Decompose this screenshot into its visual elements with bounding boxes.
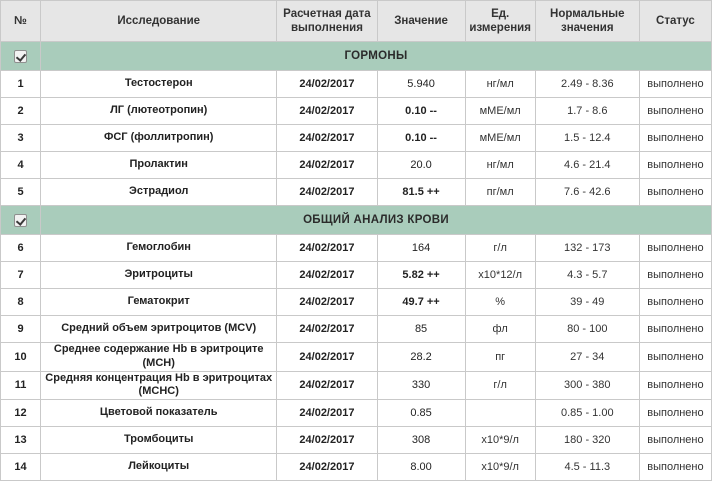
table-body (1, 42, 712, 481)
table-row[interactable] (1, 262, 712, 289)
row-unit: пг/мл (465, 179, 535, 206)
row-number: 4 (1, 152, 41, 179)
row-number: 9 (1, 316, 41, 343)
row-value: 81.5 ++ (377, 179, 465, 206)
table-header (1, 1, 712, 42)
table-row[interactable] (1, 235, 712, 262)
row-status: выполнено (639, 125, 711, 152)
row-unit: х10*9/л (465, 427, 535, 454)
row-status: выполнено (639, 98, 711, 125)
row-value: 5.82 ++ (377, 262, 465, 289)
row-number: 8 (1, 289, 41, 316)
row-status: выполнено (639, 343, 711, 372)
table-row[interactable] (1, 316, 712, 343)
row-number: 6 (1, 235, 41, 262)
row-date: 24/02/2017 (277, 262, 377, 289)
row-normal-range: 132 - 173 (535, 235, 639, 262)
row-normal-range: 27 - 34 (535, 343, 639, 372)
row-unit: нг/мл (465, 71, 535, 98)
row-normal-range: 300 - 380 (535, 371, 639, 400)
group-title: ГОРМОНЫ (41, 42, 712, 71)
table-row[interactable] (1, 289, 712, 316)
row-normal-range: 1.7 - 8.6 (535, 98, 639, 125)
row-status: выполнено (639, 400, 711, 427)
row-unit: г/л (465, 235, 535, 262)
row-value: 164 (377, 235, 465, 262)
group-title: ОБЩИЙ АНАЛИЗ КРОВИ (41, 206, 712, 235)
row-status: выполнено (639, 262, 711, 289)
row-normal-range: 1.5 - 12.4 (535, 125, 639, 152)
table-row[interactable] (1, 400, 712, 427)
row-study-name: Тромбоциты (41, 427, 277, 454)
row-normal-range: 4.5 - 11.3 (535, 454, 639, 481)
row-number: 13 (1, 427, 41, 454)
row-study-name: Тестостерон (41, 71, 277, 98)
row-value: 85 (377, 316, 465, 343)
row-study-name: Цветовой показатель (41, 400, 277, 427)
row-normal-range: 180 - 320 (535, 427, 639, 454)
row-study-name: Среднее содержание Hb в эритроците (MCH) (41, 343, 277, 372)
row-value: 28.2 (377, 343, 465, 372)
row-date: 24/02/2017 (277, 71, 377, 98)
group-row (1, 206, 712, 235)
table-row[interactable] (1, 454, 712, 481)
row-value: 0.10 -- (377, 98, 465, 125)
row-unit: х10*9/л (465, 454, 535, 481)
row-status: выполнено (639, 316, 711, 343)
row-study-name: Средняя концентрация Hb в эритроцитах (MCHC) (41, 371, 277, 400)
table-row[interactable] (1, 71, 712, 98)
row-status: выполнено (639, 454, 711, 481)
row-value: 0.10 -- (377, 125, 465, 152)
row-study-name: Эстрадиол (41, 179, 277, 206)
row-unit: х10*12/л (465, 262, 535, 289)
table-row[interactable] (1, 371, 712, 400)
row-value: 20.0 (377, 152, 465, 179)
column-header-norm: Нормальные значения (535, 1, 639, 42)
row-date: 24/02/2017 (277, 343, 377, 372)
row-date: 24/02/2017 (277, 179, 377, 206)
row-study-name: Пролактин (41, 152, 277, 179)
row-number: 3 (1, 125, 41, 152)
row-unit: фл (465, 316, 535, 343)
row-number: 7 (1, 262, 41, 289)
row-study-name: Гемоглобин (41, 235, 277, 262)
row-normal-range: 2.49 - 8.36 (535, 71, 639, 98)
row-date: 24/02/2017 (277, 98, 377, 125)
row-unit: % (465, 289, 535, 316)
row-unit: мМЕ/мл (465, 125, 535, 152)
group-row (1, 42, 712, 71)
table-row[interactable] (1, 343, 712, 372)
row-date: 24/02/2017 (277, 316, 377, 343)
row-number: 12 (1, 400, 41, 427)
column-header-number: № (1, 1, 41, 42)
row-unit: мМЕ/мл (465, 98, 535, 125)
row-unit (465, 400, 535, 427)
row-value: 8.00 (377, 454, 465, 481)
group-checkbox-cell[interactable] (1, 42, 41, 71)
row-number: 2 (1, 98, 41, 125)
group-checkbox-cell[interactable] (1, 206, 41, 235)
row-value: 0.85 (377, 400, 465, 427)
row-date: 24/02/2017 (277, 289, 377, 316)
row-number: 5 (1, 179, 41, 206)
column-header-study: Исследование (41, 1, 277, 42)
row-normal-range: 7.6 - 42.6 (535, 179, 639, 206)
row-value: 5.940 (377, 71, 465, 98)
row-date: 24/02/2017 (277, 371, 377, 400)
row-number: 14 (1, 454, 41, 481)
row-normal-range: 39 - 49 (535, 289, 639, 316)
row-study-name: Лейкоциты (41, 454, 277, 481)
row-value: 49.7 ++ (377, 289, 465, 316)
table-row[interactable] (1, 98, 712, 125)
row-status: выполнено (639, 427, 711, 454)
table-row[interactable] (1, 179, 712, 206)
row-date: 24/02/2017 (277, 400, 377, 427)
row-date: 24/02/2017 (277, 152, 377, 179)
row-normal-range: 80 - 100 (535, 316, 639, 343)
table-row[interactable] (1, 427, 712, 454)
row-study-name: ФСГ (фоллитропин) (41, 125, 277, 152)
row-study-name: Гематокрит (41, 289, 277, 316)
row-normal-range: 0.85 - 1.00 (535, 400, 639, 427)
column-header-date: Расчетная дата выполнения (277, 1, 377, 42)
table-row[interactable] (1, 125, 712, 152)
row-status: выполнено (639, 289, 711, 316)
row-number: 11 (1, 371, 41, 400)
row-status: выполнено (639, 371, 711, 400)
row-status: выполнено (639, 235, 711, 262)
row-study-name: Эритроциты (41, 262, 277, 289)
checkbox-checked-icon[interactable] (14, 50, 27, 63)
row-number: 10 (1, 343, 41, 372)
row-unit: пг (465, 343, 535, 372)
row-study-name: ЛГ (лютеотропин) (41, 98, 277, 125)
row-value: 330 (377, 371, 465, 400)
row-unit: г/л (465, 371, 535, 400)
row-date: 24/02/2017 (277, 125, 377, 152)
row-status: выполнено (639, 179, 711, 206)
row-study-name: Средний объем эритроцитов (MCV) (41, 316, 277, 343)
row-normal-range: 4.3 - 5.7 (535, 262, 639, 289)
row-unit: нг/мл (465, 152, 535, 179)
row-date: 24/02/2017 (277, 427, 377, 454)
row-normal-range: 4.6 - 21.4 (535, 152, 639, 179)
row-value: 308 (377, 427, 465, 454)
row-number: 1 (1, 71, 41, 98)
column-header-unit: Ед. измерения (465, 1, 535, 42)
header-row (1, 1, 712, 42)
column-header-value: Значение (377, 1, 465, 42)
table-row[interactable] (1, 152, 712, 179)
row-status: выполнено (639, 152, 711, 179)
row-date: 24/02/2017 (277, 454, 377, 481)
row-date: 24/02/2017 (277, 235, 377, 262)
checkbox-checked-icon[interactable] (14, 214, 27, 227)
row-status: выполнено (639, 71, 711, 98)
column-header-status: Статус (639, 1, 711, 42)
